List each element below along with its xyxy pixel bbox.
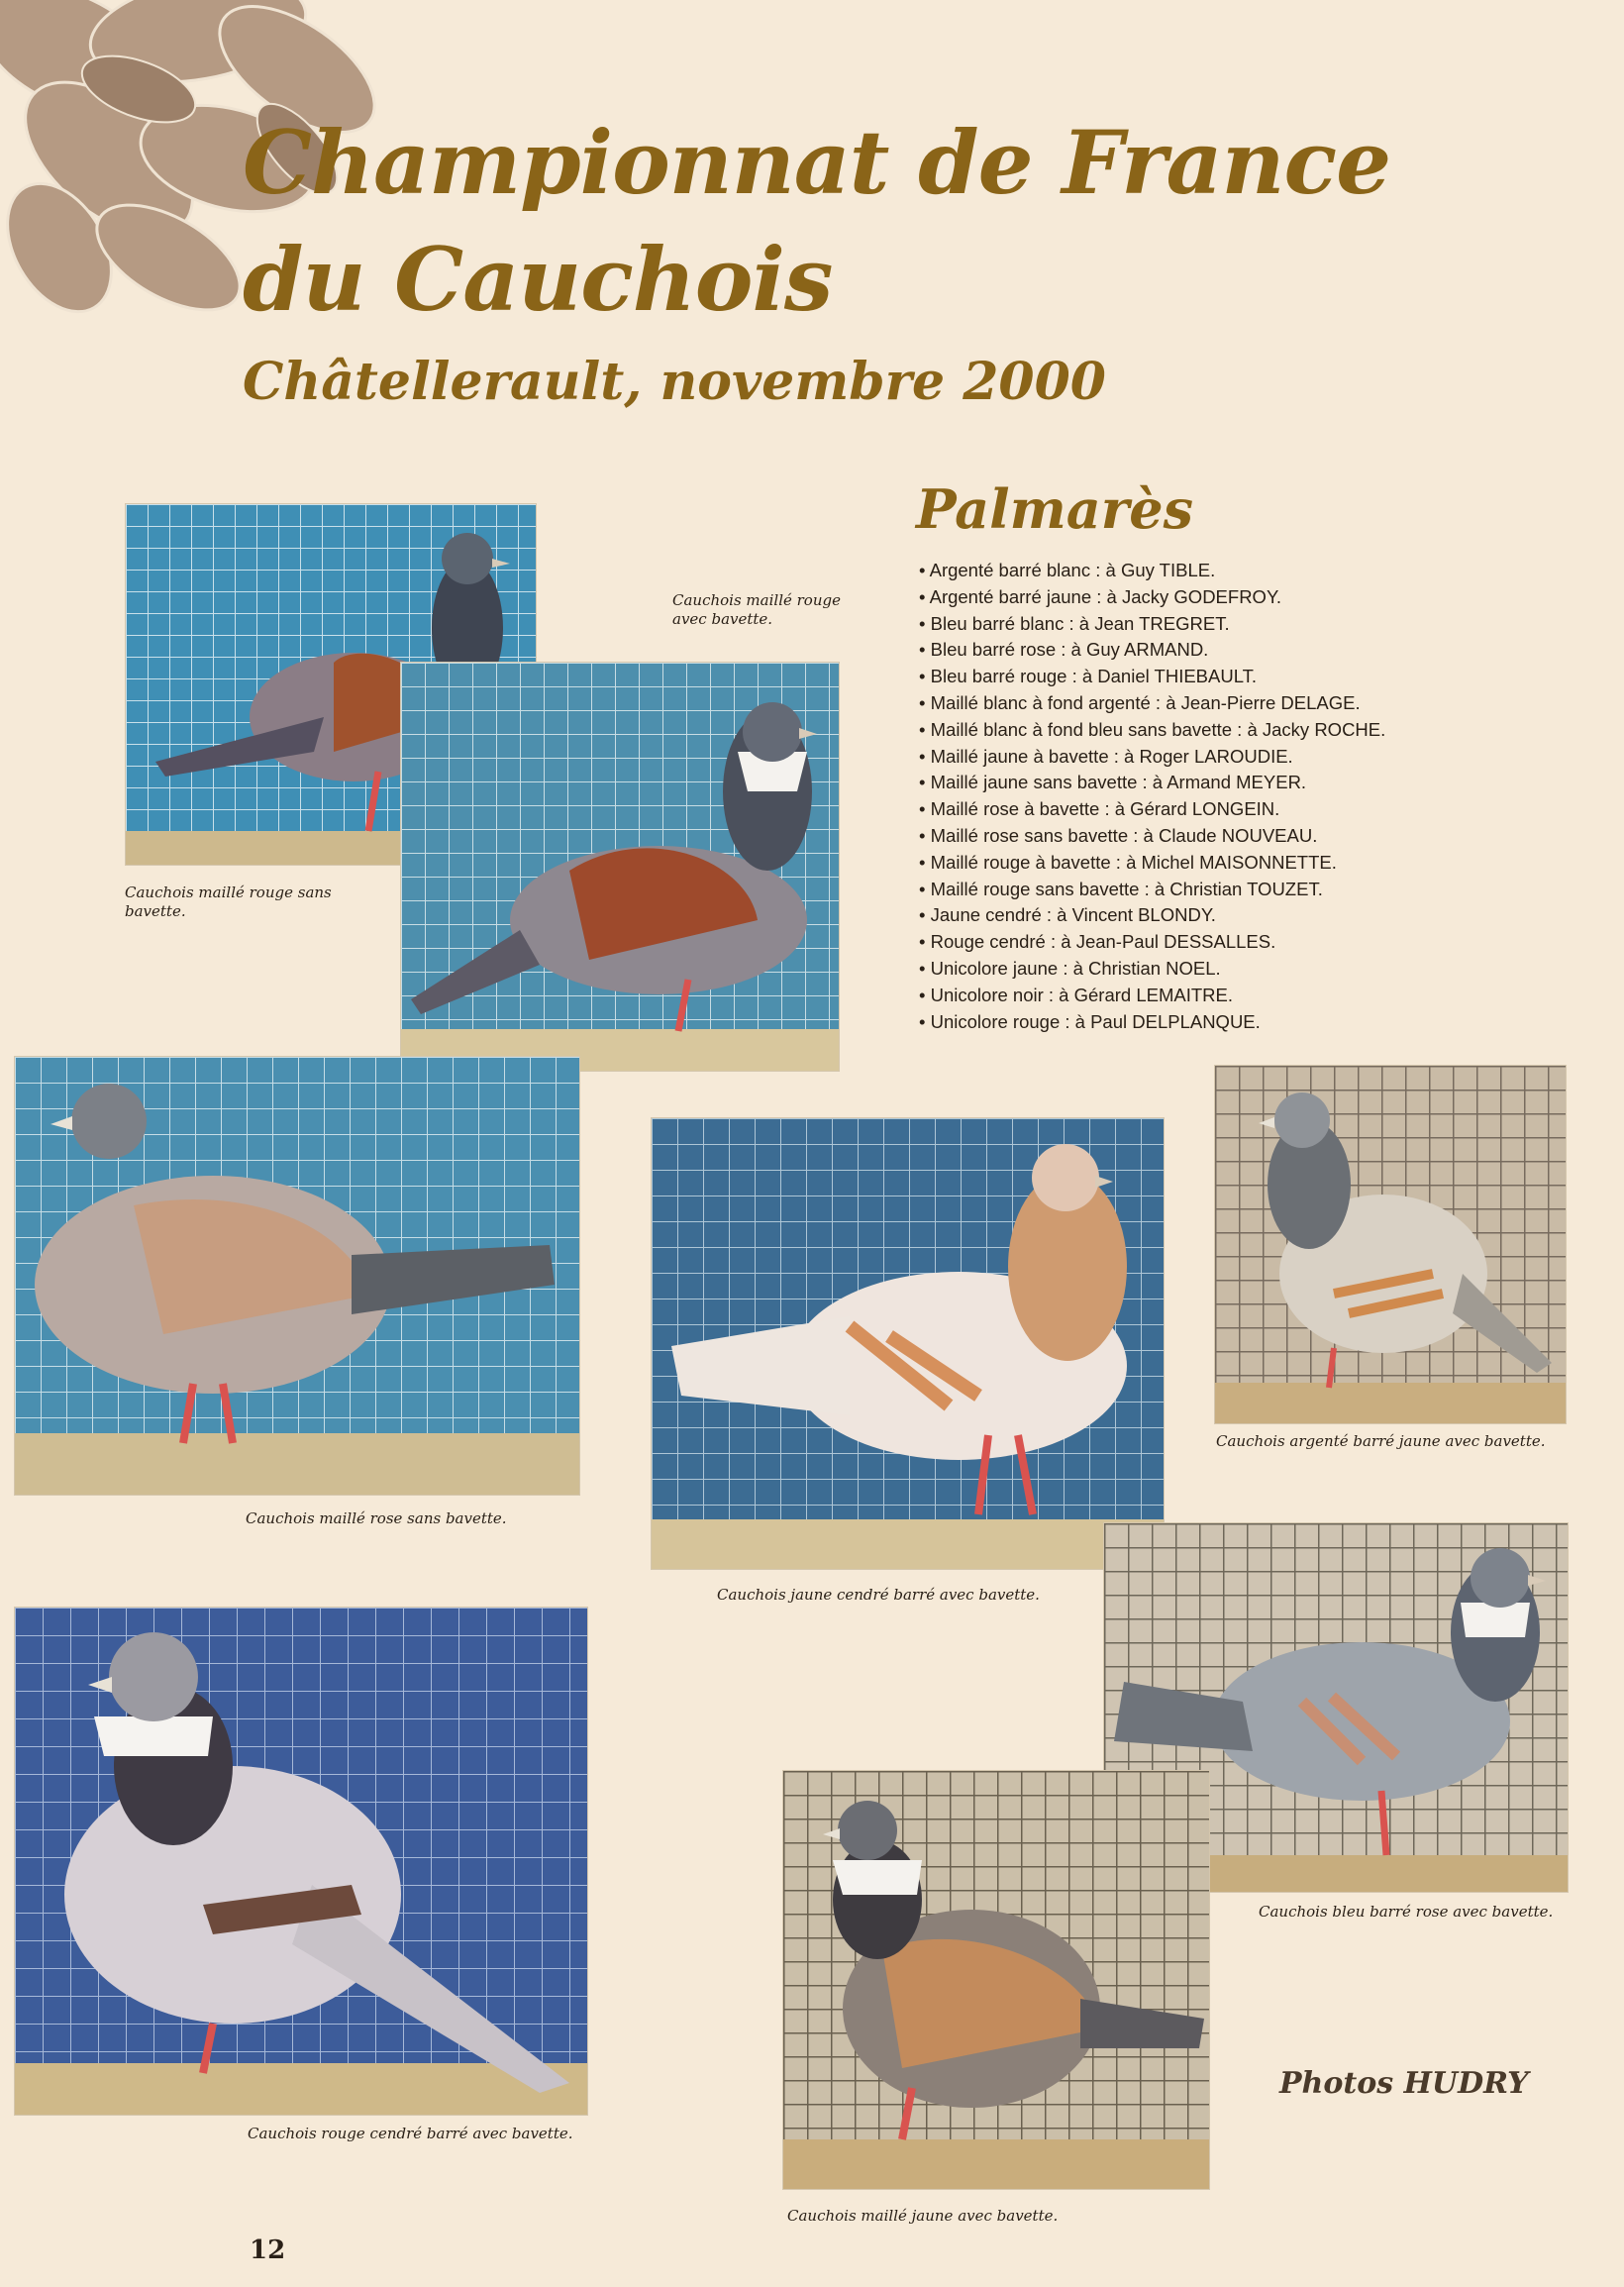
caption-4: Cauchois jaune cendré barré avec bavette. bbox=[717, 1586, 1040, 1604]
title-line-2: du Cauchois bbox=[243, 228, 833, 331]
palmares-item: • Argenté barré jaune : à Jacky GODEFROY. bbox=[919, 584, 1385, 611]
caption-5: Cauchois argenté barré jaune avec bavette. bbox=[1216, 1432, 1546, 1450]
palmares-item: • Maillé blanc à fond bleu sans bavette : à Jacky ROCHE. bbox=[919, 717, 1385, 744]
palmares-item: • Rouge cendré : à Jean-Paul DESSALLES. bbox=[919, 929, 1385, 956]
palmares-item: • Bleu barré blanc : à Jean TREGRET. bbox=[919, 611, 1385, 638]
palmares-title: Palmarès bbox=[916, 477, 1193, 541]
palmares-item: • Bleu barré rouge : à Daniel THIEBAULT. bbox=[919, 664, 1385, 690]
palmares-item: • Unicolore jaune : à Christian NOEL. bbox=[919, 956, 1385, 983]
palmares-item: • Jaune cendré : à Vincent BLONDY. bbox=[919, 902, 1385, 929]
pigeon-photo-3 bbox=[14, 1056, 580, 1496]
pigeon-photo-5 bbox=[1214, 1065, 1567, 1424]
photo-credit: Photos HUDRY bbox=[1279, 2066, 1529, 2101]
palmares-item: • Maillé blanc à fond argenté : à Jean-Pierre DELAGE. bbox=[919, 690, 1385, 717]
pigeon-photo-2 bbox=[400, 662, 840, 1072]
palmares-item: • Argenté barré blanc : à Guy TIBLE. bbox=[919, 558, 1385, 584]
page-number: 12 bbox=[250, 2235, 286, 2265]
palmares-item: • Unicolore rouge : à Paul DELPLANQUE. bbox=[919, 1009, 1385, 1036]
caption-6: Cauchois rouge cendré barré avec bavette. bbox=[248, 2125, 573, 2142]
palmares-item: • Maillé jaune sans bavette : à Armand MEYER. bbox=[919, 770, 1385, 796]
page-subtitle: Châtellerault, novembre 2000 bbox=[243, 352, 1106, 412]
palmares-item: • Maillé rose sans bavette : à Claude NOUVEAU. bbox=[919, 823, 1385, 850]
title-line-1: Championnat de France bbox=[243, 111, 1391, 214]
pigeon-photo-4 bbox=[651, 1117, 1165, 1570]
palmares-item: • Unicolore noir : à Gérard LEMAITRE. bbox=[919, 983, 1385, 1009]
page-title bbox=[243, 104, 1390, 338]
palmares-item: • Maillé rouge à bavette : à Michel MAISONNETTE. bbox=[919, 850, 1385, 877]
caption-8: Cauchois maillé jaune avec bavette. bbox=[787, 2207, 1059, 2225]
caption-1: Cauchois maillé rouge sans bavette. bbox=[125, 884, 332, 920]
palmares-item: • Bleu barré rose : à Guy ARMAND. bbox=[919, 637, 1385, 664]
pigeon-photo-6 bbox=[14, 1607, 588, 2116]
caption-2: Cauchois maillé rouge avec bavette. bbox=[672, 591, 841, 628]
palmares-item: • Maillé jaune à bavette : à Roger LAROUDIE. bbox=[919, 744, 1385, 771]
caption-3: Cauchois maillé rose sans bavette. bbox=[246, 1509, 507, 1527]
palmares-item: • Maillé rose à bavette : à Gérard LONGEIN. bbox=[919, 796, 1385, 823]
pigeon-photo-8 bbox=[782, 1770, 1210, 2190]
palmares-item: • Maillé rouge sans bavette : à Christian TOUZET. bbox=[919, 877, 1385, 903]
palmares-list bbox=[919, 558, 1385, 1035]
caption-7: Cauchois bleu barré rose avec bavette. bbox=[1259, 1903, 1554, 1921]
